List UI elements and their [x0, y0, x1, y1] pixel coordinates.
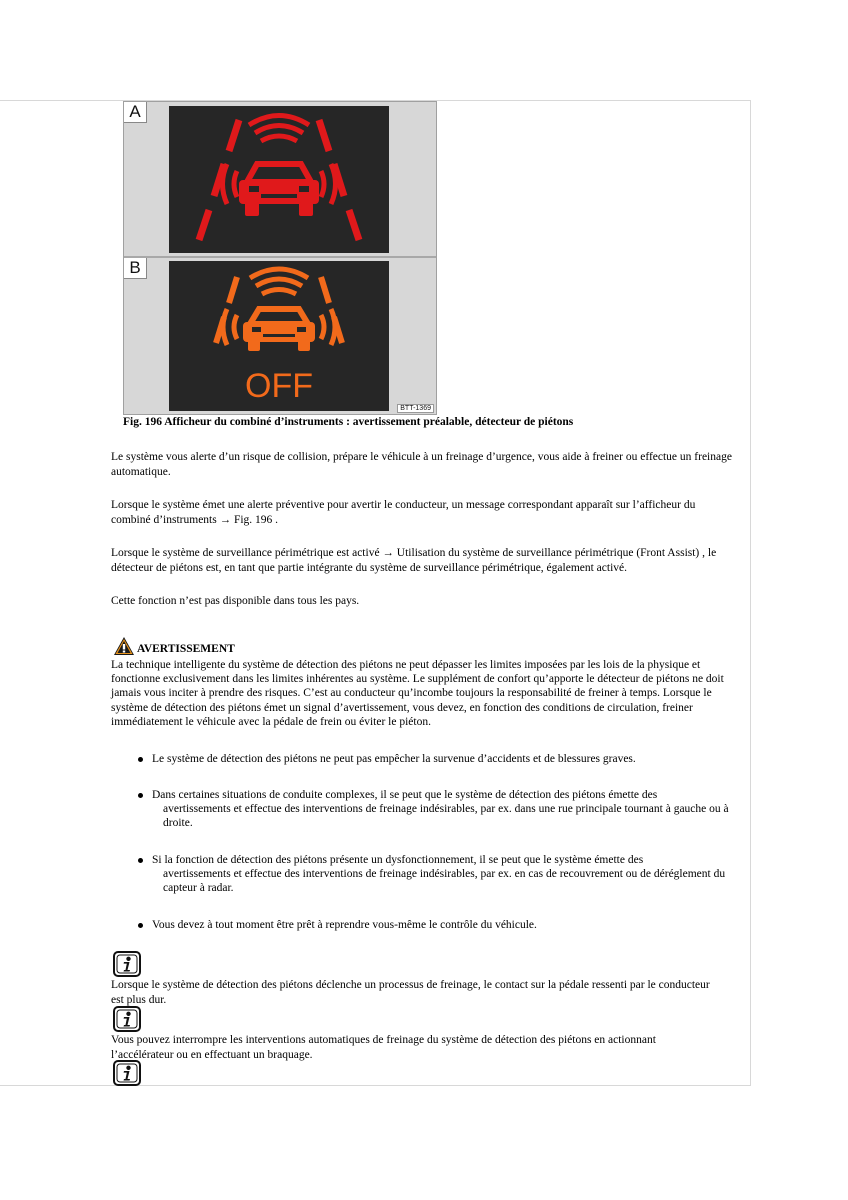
- warning-bullet: [138, 918, 738, 932]
- bullet-text: Vous devez à tout moment être prêt à reprendre vous-même le contrôle du véhicule.: [152, 919, 537, 931]
- info-icon: [113, 1006, 141, 1032]
- paragraph-intro: Le système vous alerte d’un risque de collision, prépare le véhicule à un freinage d’urgence, vous aide à freiner ou effectue un freinage automatique.: [111, 451, 732, 478]
- panel-b-screen: [169, 261, 389, 411]
- bullet-text-continued: avertissements et effectue des interventions de freinage indésirables, par ex. en cas de recouvrement ou de déréglement du capteur à radar.: [163, 868, 726, 894]
- figure-caption: Fig. 196 Afficheur du combiné d’instruments : avertissement préalable, détecteur de piétons: [123, 416, 574, 428]
- info-icon: [113, 1060, 141, 1086]
- warning-title: AVERTISSEMENT: [137, 643, 235, 655]
- panel-a-letter: A: [124, 102, 147, 123]
- bullet-dot: [138, 858, 143, 863]
- bullet-dot: [138, 793, 143, 798]
- warning-bullet: [138, 788, 738, 830]
- off-label: OFF: [245, 367, 313, 405]
- bullet-dot: [138, 923, 143, 928]
- warning-heading: [113, 634, 235, 656]
- paragraph-availability: Cette fonction n’est pas disponible dans tous les pays.: [111, 595, 360, 607]
- bullet-dot: [138, 757, 143, 762]
- paragraph-alert: Lorsque le système émet une alerte préventive pour avertir le conducteur, un message correspondant apparaît sur l’afficheur du combiné d’instruments → Fig. 196 .: [111, 499, 696, 526]
- bullet-text: Le système de détection des piétons ne peut pas empêcher la survenue d’accidents et de blessures graves.: [152, 753, 636, 765]
- bullet-text: Si la fonction de détection des piétons présente un dysfonctionnement, il se peut que le système émette des: [152, 854, 644, 866]
- warning-bullet: [138, 752, 738, 766]
- front-assist-off-orange-icon: [169, 261, 389, 411]
- note-text: Vous pouvez interrompre les interventions automatiques de freinage du système de détection des piétons en actionnant l’accélérateur ou en effectuant un braquage.: [111, 1034, 656, 1061]
- panel-divider: [124, 256, 436, 258]
- note-text: Lorsque le système de détection des piétons déclenche un processus de freinage, le contact sur la pédale ressenti par le conducteur est plus dur.: [111, 979, 710, 1006]
- panel-a-screen: [169, 106, 389, 253]
- info-icon: [113, 951, 141, 977]
- panel-b-letter: B: [124, 258, 147, 279]
- front-assist-warning-red-icon: [169, 106, 389, 253]
- bullet-text: Dans certaines situations de conduite complexes, il se peut que le système de détection des piétons émette des: [152, 789, 658, 801]
- paragraph-front-assist: Lorsque le système de surveillance périmétrique est activé → Utilisation du système de surveillance périmétrique (Front Assist) , le détecteur de piétons est, en tant que partie intégrante du système de surveillance périmétrique, également activé.: [111, 547, 717, 574]
- instrument-display-figure: [123, 101, 437, 415]
- bullet-text-continued: avertissements et effectue des interventions de freinage indésirables, par ex. dans une rue principale tournant à gauche ou à droite.: [163, 803, 729, 829]
- warning-text: La technique intelligente du système de détection des piétons ne peut dépasser les limites imposées par les lois de la physique et fonctionne exclusivement dans les limites inhérentes au système. Le supplément de confort qu’apporte le détecteur de piétons ne doit jamais vous inciter à prendre des risques. C’est au conducteur qu’incombe toujours la responsabilité de freiner à temps. Lorsque le système de détection des piétons émet un signal d’avertissement, vous devez, en fonction des conditions de circulation, freiner immédiatement le véhicule avec la pédale de frein ou éviter le piéton.: [111, 659, 724, 728]
- warning-triangle-icon: [113, 636, 135, 656]
- warning-bullet: [138, 853, 738, 895]
- figure-reference-code: BTT-1369: [397, 404, 434, 413]
